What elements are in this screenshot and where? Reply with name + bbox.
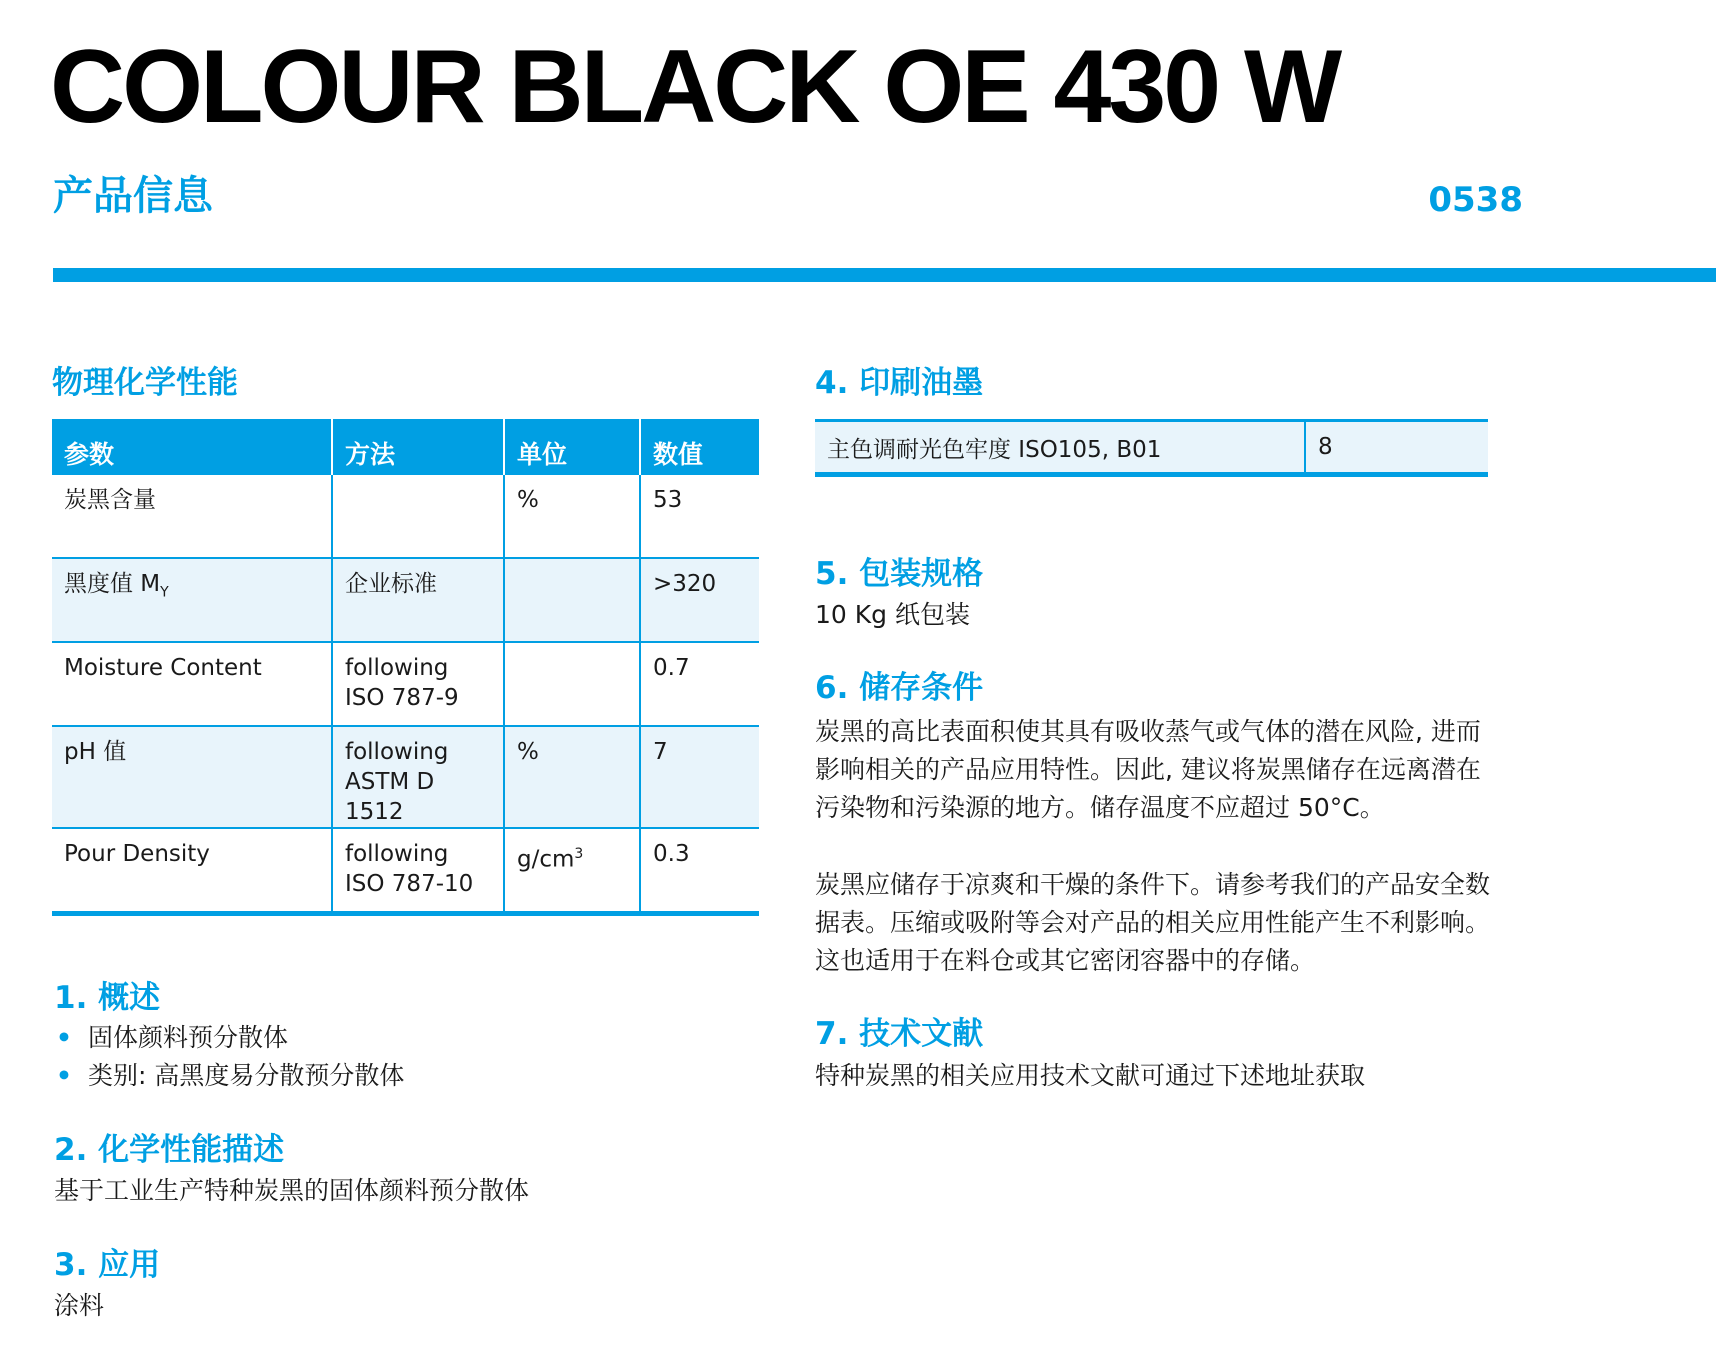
cell-method: following ISO 787-10	[332, 828, 504, 914]
table-row	[52, 475, 759, 558]
tech-lit-text: 特种炭黑的相关应用技术文献可通过下述地址获取	[815, 1061, 1366, 1090]
tech-lit-heading: 7. 技术文献	[815, 1016, 984, 1052]
document-subtitle: 产品信息	[53, 173, 213, 219]
cell-unit	[504, 828, 640, 914]
column-header-unit: 单位	[504, 419, 640, 475]
printing-ink-table	[815, 419, 1488, 477]
cell-param: pH 值	[52, 726, 332, 828]
cell-method	[332, 475, 504, 558]
document-number: 0538	[1428, 180, 1523, 220]
storage-paragraph-1	[815, 713, 1695, 827]
storage-heading: 6. 储存条件	[815, 670, 984, 706]
document-title: COLOUR BLACK OE 430 W	[50, 29, 1340, 145]
table-row	[52, 828, 759, 914]
header-divider-bar	[53, 268, 1716, 282]
cell-label: 主色调耐光色牢度 ISO105, B01	[815, 421, 1305, 475]
column-header-param: 参数	[52, 419, 332, 475]
text-line: 污染物和污染源的地方。储存温度不应超过 50°C。	[815, 793, 1385, 822]
storage-paragraph-2	[815, 866, 1695, 980]
cell-param: Moisture Content	[52, 642, 332, 726]
column-header-method: 方法	[332, 419, 504, 475]
text-line: 据表。压缩或吸附等会对产品的相关应用性能产生不利影响。	[815, 908, 1491, 937]
cell-value: >320	[640, 558, 759, 642]
bullet-icon: •	[56, 1061, 72, 1090]
cell-value: 7	[640, 726, 759, 828]
text-line: 炭黑应储存于凉爽和干燥的条件下。请参考我们的产品安全数	[815, 870, 1491, 899]
cell-param: 炭黑含量	[52, 475, 332, 558]
physchem-header-row	[52, 419, 759, 475]
table-row	[52, 642, 759, 726]
param-subscript: Y	[160, 584, 169, 601]
overview-list	[54, 1019, 754, 1095]
cell-param	[52, 558, 332, 642]
physchem-table	[52, 419, 759, 916]
list-item-text: 固体颜料预分散体	[88, 1023, 289, 1052]
cell-value: 53	[640, 475, 759, 558]
list-item	[54, 1057, 754, 1095]
cell-unit	[504, 642, 640, 726]
text-line: 炭黑的高比表面积使其具有吸收蒸气或气体的潜在风险, 进而	[815, 717, 1481, 746]
list-item-text: 类别: 高黑度易分散预分散体	[88, 1061, 405, 1090]
physchem-heading: 物理化学性能	[52, 365, 238, 401]
cell-unit: %	[504, 475, 640, 558]
text-line: 影响相关的产品应用特性。因此, 建议将炭黑储存在远离潜在	[815, 755, 1481, 784]
cell-method: 企业标准	[332, 558, 504, 642]
table-row	[815, 421, 1488, 475]
packaging-text: 10 Kg 纸包装	[815, 600, 970, 629]
table-row	[52, 558, 759, 642]
text-line: 这也适用于在料仓或其它密闭容器中的存储。	[815, 946, 1316, 975]
cell-param: Pour Density	[52, 828, 332, 914]
list-item	[54, 1019, 754, 1057]
printing-ink-heading: 4. 印刷油墨	[815, 365, 984, 401]
table-row	[52, 726, 759, 828]
application-heading: 3. 应用	[54, 1247, 161, 1283]
cell-value: 0.3	[640, 828, 759, 914]
cell-method: following ISO 787-9	[332, 642, 504, 726]
chem-desc-heading: 2. 化学性能描述	[54, 1132, 285, 1168]
application-text: 涂料	[54, 1291, 105, 1320]
column-header-value: 数值	[640, 419, 759, 475]
cell-method: following ASTM D 1512	[332, 726, 504, 828]
cell-unit	[504, 558, 640, 642]
cell-value: 8	[1305, 421, 1488, 475]
overview-heading: 1. 概述	[54, 980, 161, 1016]
cell-unit: %	[504, 726, 640, 828]
unit-superscript: 3	[574, 846, 584, 862]
chem-desc-text: 基于工业生产特种炭黑的固体颜料预分散体	[54, 1176, 530, 1205]
bullet-icon: •	[56, 1023, 72, 1052]
param-label: 黑度值 M	[64, 571, 161, 597]
unit-label: g/cm	[517, 846, 575, 873]
cell-value: 0.7	[640, 642, 759, 726]
packaging-heading: 5. 包装规格	[815, 556, 984, 592]
